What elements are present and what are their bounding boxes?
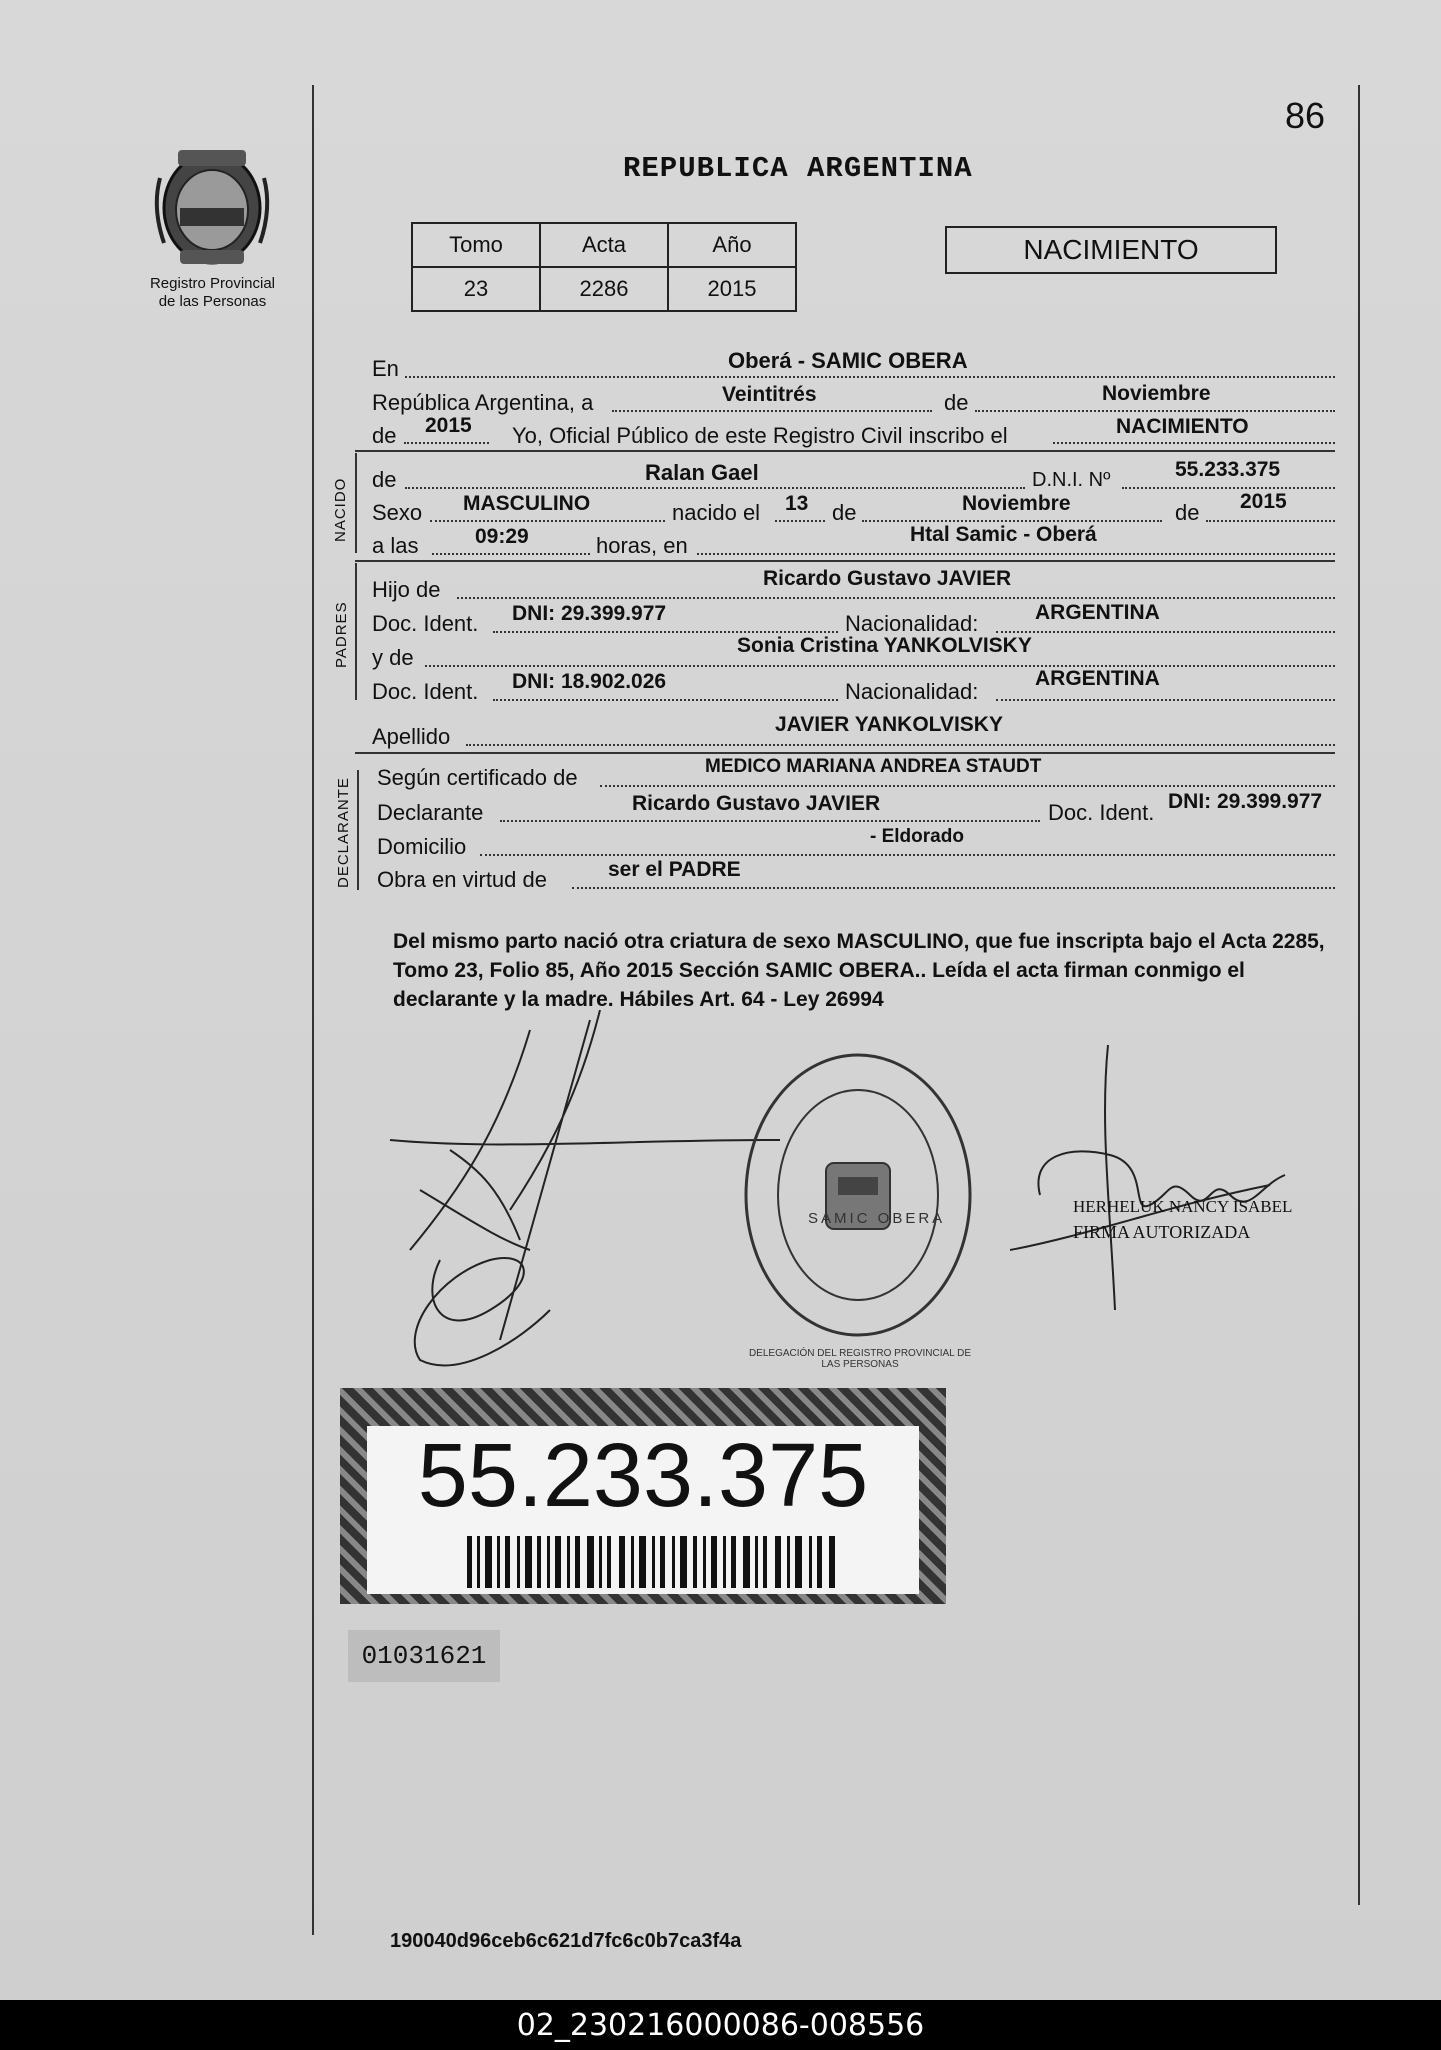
dots-sexo [430, 520, 665, 522]
dots-dom [480, 854, 1335, 856]
seal-caption: DELEGACIÓN DEL REGISTRO PROVINCIAL DE LAS PERSONAS [748, 1348, 972, 1370]
label-nacido-section: NACIDO [332, 477, 349, 542]
label-mother-doc: Doc. Ident. [372, 679, 479, 704]
dots-act [1053, 442, 1335, 444]
label-father-doc: Doc. Ident. [372, 611, 479, 636]
country-title: REPUBLICA ARGENTINA [623, 152, 973, 185]
signer-title: FIRMA AUTORIZADA [1073, 1222, 1251, 1242]
value-month: Noviembre [1102, 382, 1211, 405]
label-nacido-de: de [372, 467, 397, 492]
dots-rep1 [612, 410, 932, 412]
header-anio: Año [668, 223, 796, 267]
label-de2: de [832, 500, 857, 525]
note-paragraph: Del mismo parto nació otra criatura de sexo MASCULINO, que fue inscripta bajo el Acta 2285, Tomo 23, Folio 85, Año 2015 Sección SAMIC OBERA.. Leída el acta firman conmigo el declarante y la madre. Hábiles Art. 64 - Ley 26994 [393, 930, 1325, 1011]
value-child-name: Ralan Gael [645, 460, 759, 485]
header-acta: Acta [540, 223, 668, 267]
dots-hplace [697, 553, 1335, 555]
rule-declarante-top [355, 752, 1335, 754]
label-domicilio: Domicilio [377, 834, 467, 859]
label-father-nat: Nacionalidad: [845, 611, 979, 636]
footer-id-bar [0, 2000, 1441, 2050]
value-mother-doc: DNI: 18.902.026 [512, 670, 667, 693]
rule-nacido-top [355, 450, 1335, 452]
dots-mother [425, 665, 1335, 667]
label-declarante-section: DECLARANTE [335, 777, 352, 888]
dots-mnat [996, 699, 1335, 701]
value-birth-month: Noviembre [962, 492, 1071, 515]
value-birth-place: Htal Samic - Oberá [910, 523, 1097, 546]
dots-en [405, 376, 1335, 378]
label-y-de: y de [372, 645, 414, 670]
dots-byear [1206, 520, 1335, 522]
left-margin-rule [312, 85, 314, 1935]
dots-year [404, 442, 489, 444]
value-acta: 2286 [540, 267, 668, 311]
value-mother-nat: ARGENTINA [1035, 667, 1160, 690]
value-act: NACIMIENTO [1116, 415, 1249, 438]
record-reference-table [411, 222, 797, 312]
declarant-signature [380, 1010, 800, 1390]
label-de: de [944, 390, 969, 415]
value-father: Ricardo Gustavo JAVIER [763, 567, 1012, 590]
value-time: 09:29 [475, 525, 529, 548]
official-signature [1010, 1045, 1310, 1315]
value-father-nat: ARGENTINA [1035, 601, 1160, 624]
label-mother-nat: Nacionalidad: [845, 679, 979, 704]
value-birth-year: 2015 [1240, 490, 1287, 513]
value-declarante: Ricardo Gustavo JAVIER [632, 792, 881, 815]
barcode-number: 55.233.375 [417, 1426, 869, 1526]
value-decl-doc: DNI: 29.399.977 [1168, 790, 1323, 813]
record-type-box: NACIMIENTO [945, 226, 1277, 274]
footer-id: 02_230216000086-008556 [516, 2007, 925, 2043]
rule-padres-side [355, 563, 357, 700]
provincial-emblem [150, 138, 275, 273]
barcode-bars [467, 1536, 837, 1588]
label-sexo: Sexo [372, 500, 423, 525]
value-anio: 2015 [668, 267, 796, 311]
emblem-caption-line2: de las Personas [158, 293, 267, 310]
rule-padres-top [355, 560, 1335, 562]
value-apellido: JAVIER YANKOLVISKY [775, 713, 1003, 736]
emblem-caption [130, 275, 295, 311]
label-decl-doc: Doc. Ident. [1048, 800, 1155, 825]
value-sexo: MASCULINO [463, 492, 591, 515]
label-yo: Yo, Oficial Público de este Registro Civil inscribo el [512, 423, 1008, 448]
label-de3: de [1175, 500, 1200, 525]
barcode-label [367, 1426, 919, 1594]
value-tomo: 23 [412, 267, 540, 311]
label-horas-en: horas, en [596, 533, 688, 558]
label-dni: D.N.I. Nº [1032, 469, 1111, 491]
value-certificado: MEDICO MARIANA ANDREA STAUDT [705, 756, 1042, 777]
label-padres-section: PADRES [333, 601, 350, 668]
dots-apellido [466, 744, 1335, 746]
label-apellido: Apellido [372, 724, 451, 749]
dots-decl [500, 820, 1040, 822]
label-hijo-de: Hijo de [372, 577, 441, 602]
dots-name [405, 487, 1025, 489]
label-certificado: Según certificado de [377, 765, 578, 790]
value-obra: ser el PADRE [608, 858, 741, 881]
emblem-caption-line1: Registro Provincial [149, 275, 276, 292]
label-a-las: a las [372, 533, 419, 558]
label-declarante: Declarante [377, 800, 484, 825]
dots-time [432, 553, 590, 555]
label-obra: Obra en virtud de [377, 867, 547, 892]
dots-dni [1122, 487, 1335, 489]
header-tomo: Tomo [412, 223, 540, 267]
right-margin-rule [1358, 85, 1360, 1905]
dots-father [457, 597, 1335, 599]
signer-name: HERHELUK NANCY ISABEL [1073, 1197, 1293, 1216]
label-en: En [372, 356, 399, 381]
dots-day [775, 520, 825, 522]
control-number: 01031621 [348, 1630, 500, 1682]
seal-sub: SAMIC OBERA [808, 1210, 946, 1227]
dots-fdoc [493, 631, 838, 633]
value-birth-day: 13 [785, 492, 809, 515]
official-seal [738, 1045, 978, 1345]
dots-bmonth [862, 520, 1162, 522]
value-year: 2015 [425, 414, 472, 437]
document-hash: 190040d96ceb6c621d7fc6c0b7ca3f4a [390, 1930, 742, 1952]
value-domicilio: - Eldorado [870, 826, 964, 847]
label-nacido-el: nacido el [672, 500, 761, 525]
label-de-year: de [372, 423, 397, 448]
value-mother: Sonia Cristina YANKOLVISKY [737, 634, 1032, 657]
dots-cert [600, 785, 1335, 787]
label-republica: República Argentina, a [372, 390, 594, 415]
dots-fnat [996, 631, 1335, 633]
value-place: Oberá - SAMIC OBERA [728, 348, 968, 373]
dots-mdoc [493, 699, 838, 701]
value-day-words: Veintitrés [722, 383, 817, 406]
value-father-doc: DNI: 29.399.977 [512, 602, 667, 625]
dots-obra [572, 887, 1335, 889]
rule-nacido-side [355, 453, 357, 553]
rule-declarante-side [357, 770, 359, 890]
value-child-dni: 55.233.375 [1175, 458, 1281, 481]
barcode-sticker [340, 1388, 946, 1604]
dots-rep2 [975, 410, 1335, 412]
page-number: 86 [1285, 95, 1326, 136]
